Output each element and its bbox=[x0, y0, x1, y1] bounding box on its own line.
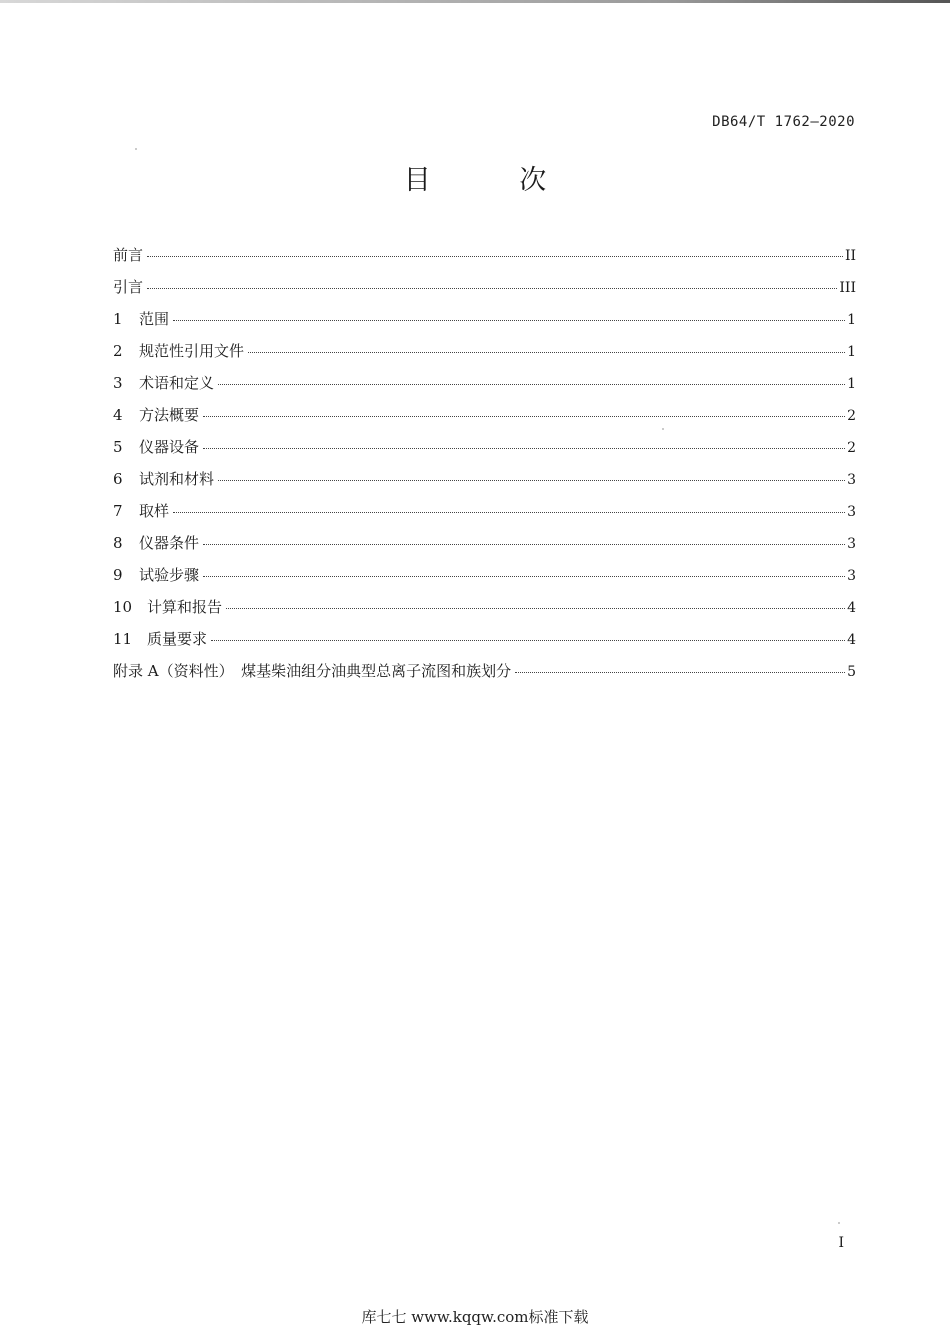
toc-entry[interactable] bbox=[113, 500, 856, 532]
toc-entry[interactable] bbox=[113, 340, 856, 372]
toc-leader-dots bbox=[203, 448, 845, 449]
toc-entry-label: 质量要求 bbox=[147, 630, 208, 648]
toc-entry[interactable] bbox=[113, 468, 856, 500]
toc-leader-dots bbox=[173, 320, 845, 321]
toc-entry-number: 9 bbox=[113, 566, 123, 584]
scan-top-edge bbox=[0, 0, 950, 3]
toc-entry-label: 试剂和材料 bbox=[139, 470, 215, 488]
scan-speck bbox=[135, 148, 137, 150]
toc-leader-dots bbox=[211, 640, 845, 641]
toc-entry[interactable] bbox=[113, 628, 856, 660]
toc-leader-dots bbox=[218, 480, 845, 481]
toc-entry[interactable] bbox=[113, 436, 856, 468]
toc-entry-page: II bbox=[844, 248, 856, 264]
toc-entry-page: 3 bbox=[847, 504, 856, 520]
toc-entry-page: 1 bbox=[847, 312, 856, 328]
toc-entry[interactable] bbox=[113, 660, 856, 692]
document-id: DB64/T 1762—2020 bbox=[712, 114, 855, 130]
toc-entry[interactable] bbox=[113, 596, 856, 628]
toc-entry-label: 方法概要 bbox=[139, 406, 200, 424]
toc-entry-number: 5 bbox=[113, 438, 123, 456]
toc-entry-page: 2 bbox=[847, 408, 856, 424]
toc-entry-label: 试验步骤 bbox=[139, 566, 200, 584]
toc-entry[interactable] bbox=[113, 372, 856, 404]
toc-entry-label: 范围 bbox=[139, 310, 170, 328]
toc-entry-number: 6 bbox=[113, 470, 123, 488]
toc-entry-page: 3 bbox=[847, 472, 856, 488]
toc-leader-dots bbox=[147, 288, 837, 289]
toc-entry-label: 规范性引用文件 bbox=[139, 342, 245, 360]
toc-leader-dots bbox=[226, 608, 845, 609]
toc-leader-dots bbox=[248, 352, 845, 353]
toc-leader-dots bbox=[147, 256, 843, 257]
toc-leader-dots bbox=[203, 576, 845, 577]
page-number: I bbox=[838, 1235, 844, 1251]
toc-entry-label: 取样 bbox=[139, 502, 170, 520]
toc-entry-label: 前言 bbox=[113, 246, 144, 264]
toc-entry[interactable] bbox=[113, 244, 856, 276]
toc-entry-label: 仪器条件 bbox=[139, 534, 200, 552]
toc-entry-page: 5 bbox=[847, 664, 856, 680]
toc-entry-number: 2 bbox=[113, 342, 123, 360]
footer-watermark: 库七七 www.kqqw.com标准下载 bbox=[361, 1308, 589, 1326]
toc-entry-page: 2 bbox=[847, 440, 856, 456]
table-of-contents bbox=[113, 244, 856, 692]
toc-entry[interactable] bbox=[113, 532, 856, 564]
toc-entry-page: III bbox=[839, 280, 856, 296]
toc-title: 目 次 bbox=[403, 165, 587, 196]
toc-entry-page: 4 bbox=[847, 632, 856, 648]
toc-entry-number: 1 bbox=[113, 310, 123, 328]
toc-entry-number: 8 bbox=[113, 534, 123, 552]
toc-entry[interactable] bbox=[113, 404, 856, 436]
toc-entry-page: 1 bbox=[847, 344, 856, 360]
toc-entry-number: 11 bbox=[113, 630, 133, 648]
toc-entry[interactable] bbox=[113, 564, 856, 596]
toc-entry[interactable] bbox=[113, 308, 856, 340]
toc-leader-dots bbox=[515, 672, 845, 673]
toc-entry-number: 3 bbox=[113, 374, 123, 392]
toc-leader-dots bbox=[218, 384, 845, 385]
toc-entry-number: 7 bbox=[113, 502, 123, 520]
toc-entry-page: 3 bbox=[847, 536, 856, 552]
toc-leader-dots bbox=[173, 512, 845, 513]
toc-entry-label: 附录 A（资料性） 煤基柴油组分油典型总离子流图和族划分 bbox=[113, 662, 512, 680]
toc-entry-label: 术语和定义 bbox=[139, 374, 215, 392]
toc-entry-number: 4 bbox=[113, 406, 123, 424]
toc-leader-dots bbox=[203, 544, 845, 545]
toc-entry-label: 计算和报告 bbox=[147, 598, 223, 616]
toc-entry-page: 3 bbox=[847, 568, 856, 584]
toc-entry-number: 10 bbox=[113, 598, 133, 616]
scan-speck bbox=[838, 1222, 840, 1224]
toc-entry-label: 引言 bbox=[113, 278, 144, 296]
toc-leader-dots bbox=[203, 416, 845, 417]
toc-entry-page: 1 bbox=[847, 376, 856, 392]
toc-entry-page: 4 bbox=[847, 600, 856, 616]
toc-entry-label: 仪器设备 bbox=[139, 438, 200, 456]
toc-entry[interactable] bbox=[113, 276, 856, 308]
scan-speck bbox=[662, 428, 664, 430]
